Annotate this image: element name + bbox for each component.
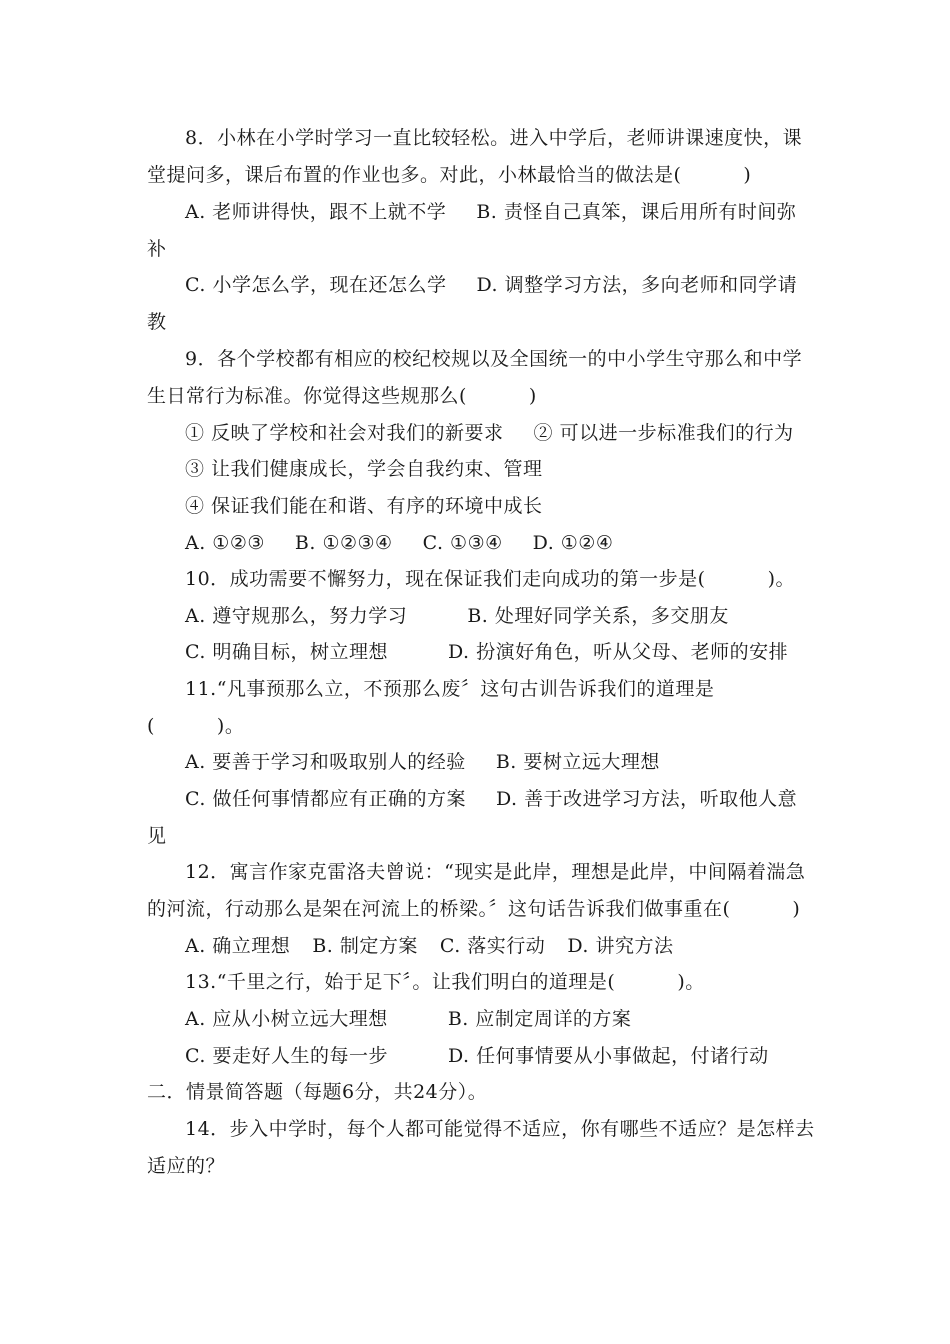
q11-option-d-wrap: 见 — [147, 825, 167, 847]
q12-stem-line2 — [147, 897, 800, 921]
q9-paren-close: ) — [528, 385, 537, 407]
q11-option-d: D. 善于改进学习方法，听取他人意 — [495, 788, 798, 810]
q12-options — [185, 934, 673, 958]
q11-paren-close: )。 — [216, 715, 245, 737]
q8-stem-text: 堂提问多，课后布置的作业也多。对此，小林最恰当的做法是( — [147, 164, 682, 186]
q9-option-b: B. ①②③④ — [294, 532, 393, 554]
q11-options-cd — [185, 787, 797, 811]
q12-paren-close: ) — [792, 898, 801, 920]
q11-stem-line1: 11.“凡事预那么立，不预那么废〞这句古训告诉我们的道理是 — [185, 678, 715, 700]
q13-option-a: A. 应从小树立远大理想 — [185, 1008, 388, 1030]
q10-options-ab — [185, 604, 729, 628]
q11-option-b: B. 要树立远大理想 — [495, 751, 660, 773]
q8-stem-line1: 8．小林在小学时学习一直比较轻松。进入中学后，老师讲课速度快，课 — [185, 127, 803, 149]
q13-paren-close: )。 — [677, 971, 705, 993]
q9-item-2: ② 可以进一步标准我们的行为 — [533, 422, 794, 444]
q12-option-c: C. 落实行动 — [439, 935, 546, 957]
q9-option-d: D. ①②④ — [532, 532, 614, 554]
q8-option-c: C. 小学怎么学，现在还怎么学 — [185, 274, 447, 296]
q11-options-ab — [185, 750, 660, 774]
q9-option-a: A. ①②③ — [185, 532, 265, 554]
q8-option-b: B. 责怪自己真笨，课后用所有时间弥 — [476, 201, 797, 223]
q13-option-b: B. 应制定周详的方案 — [447, 1008, 632, 1030]
q8-options-cd — [185, 273, 797, 297]
q12-stem-text: 的河流，行动那么是架在河流上的桥梁。〞这句话告诉我们做事重在( — [147, 898, 731, 920]
q8-option-b-wrap: 补 — [147, 238, 167, 260]
q9-option-c: C. ①③④ — [422, 532, 503, 554]
q11-paren-open: ( — [147, 715, 155, 737]
q9-options — [185, 531, 613, 555]
q11-option-c: C. 做任何事情都应有正确的方案 — [185, 788, 466, 810]
q8-stem-line2 — [147, 163, 751, 187]
q12-option-b: B. 制定方案 — [312, 935, 418, 957]
q12-option-d: D. 讲究方法 — [567, 935, 674, 957]
q9-stem-line1: 9．各个学校都有相应的校纪校规以及全国统一的中小学生守那么和中学 — [185, 348, 803, 370]
q9-item-3: ③ 让我们健康成长，学会自我约束、管理 — [185, 458, 543, 480]
q9-stem-line2 — [147, 384, 537, 408]
q14-stem-line1: 14．步入中学时，每个人都可能觉得不适应，你有哪些不适应？是怎样去 — [185, 1118, 815, 1140]
q8-option-d: D. 调整学习方法，多向老师和同学请 — [476, 274, 798, 296]
q10-option-d: D. 扮演好角色，听从父母、老师的安排 — [447, 641, 789, 663]
q8-option-a: A. 老师讲得快，跟不上就不学 — [185, 201, 447, 223]
q10-option-a: A. 遵守规那么，努力学习 — [185, 605, 408, 627]
q8-options-ab — [185, 200, 796, 224]
q11-option-a: A. 要善于学习和吸取别人的经验 — [185, 751, 466, 773]
q11-stem-line2 — [147, 714, 244, 738]
q8-option-d-wrap: 教 — [147, 311, 167, 333]
q12-stem-line1: 12．寓言作家克雷洛夫曾说：“现实是此岸，理想是此岸，中间隔着湍急 — [185, 861, 806, 883]
q13-stem-text: 13.“千里之行，始于足下〞。让我们明白的道理是( — [185, 971, 616, 993]
section-heading: 二．情景简答题（每题6分，共24分）。 — [147, 1081, 488, 1103]
q10-stem — [185, 567, 795, 591]
q13-options-ab — [185, 1007, 631, 1031]
q9-stem-text: 生日常行为标准。你觉得这些规那么( — [147, 385, 467, 407]
q9-item-1: ① 反映了学校和社会对我们的新要求 — [185, 422, 504, 444]
q13-stem — [185, 970, 705, 994]
q12-option-a: A. 确立理想 — [185, 935, 291, 957]
q10-option-c: C. 明确目标，树立理想 — [185, 641, 388, 663]
q9-items-12 — [185, 421, 794, 445]
q14-stem-line2: 适应的？ — [147, 1155, 226, 1177]
q13-option-c: C. 要走好人生的每一步 — [185, 1045, 388, 1067]
q9-item-4: ④ 保证我们能在和谐、有序的环境中成长 — [185, 495, 543, 517]
q13-options-cd — [185, 1044, 769, 1068]
q10-paren-close: )。 — [767, 568, 796, 590]
q10-option-b: B. 处理好同学关系，多交朋友 — [467, 605, 729, 627]
q13-option-d: D. 任何事情要从小事做起，付诸行动 — [447, 1045, 769, 1067]
q10-stem-text: 10．成功需要不懈努力，现在保证我们走向成功的第一步是( — [185, 568, 706, 590]
q10-options-cd — [185, 640, 788, 664]
q8-paren-close: ) — [743, 164, 752, 186]
